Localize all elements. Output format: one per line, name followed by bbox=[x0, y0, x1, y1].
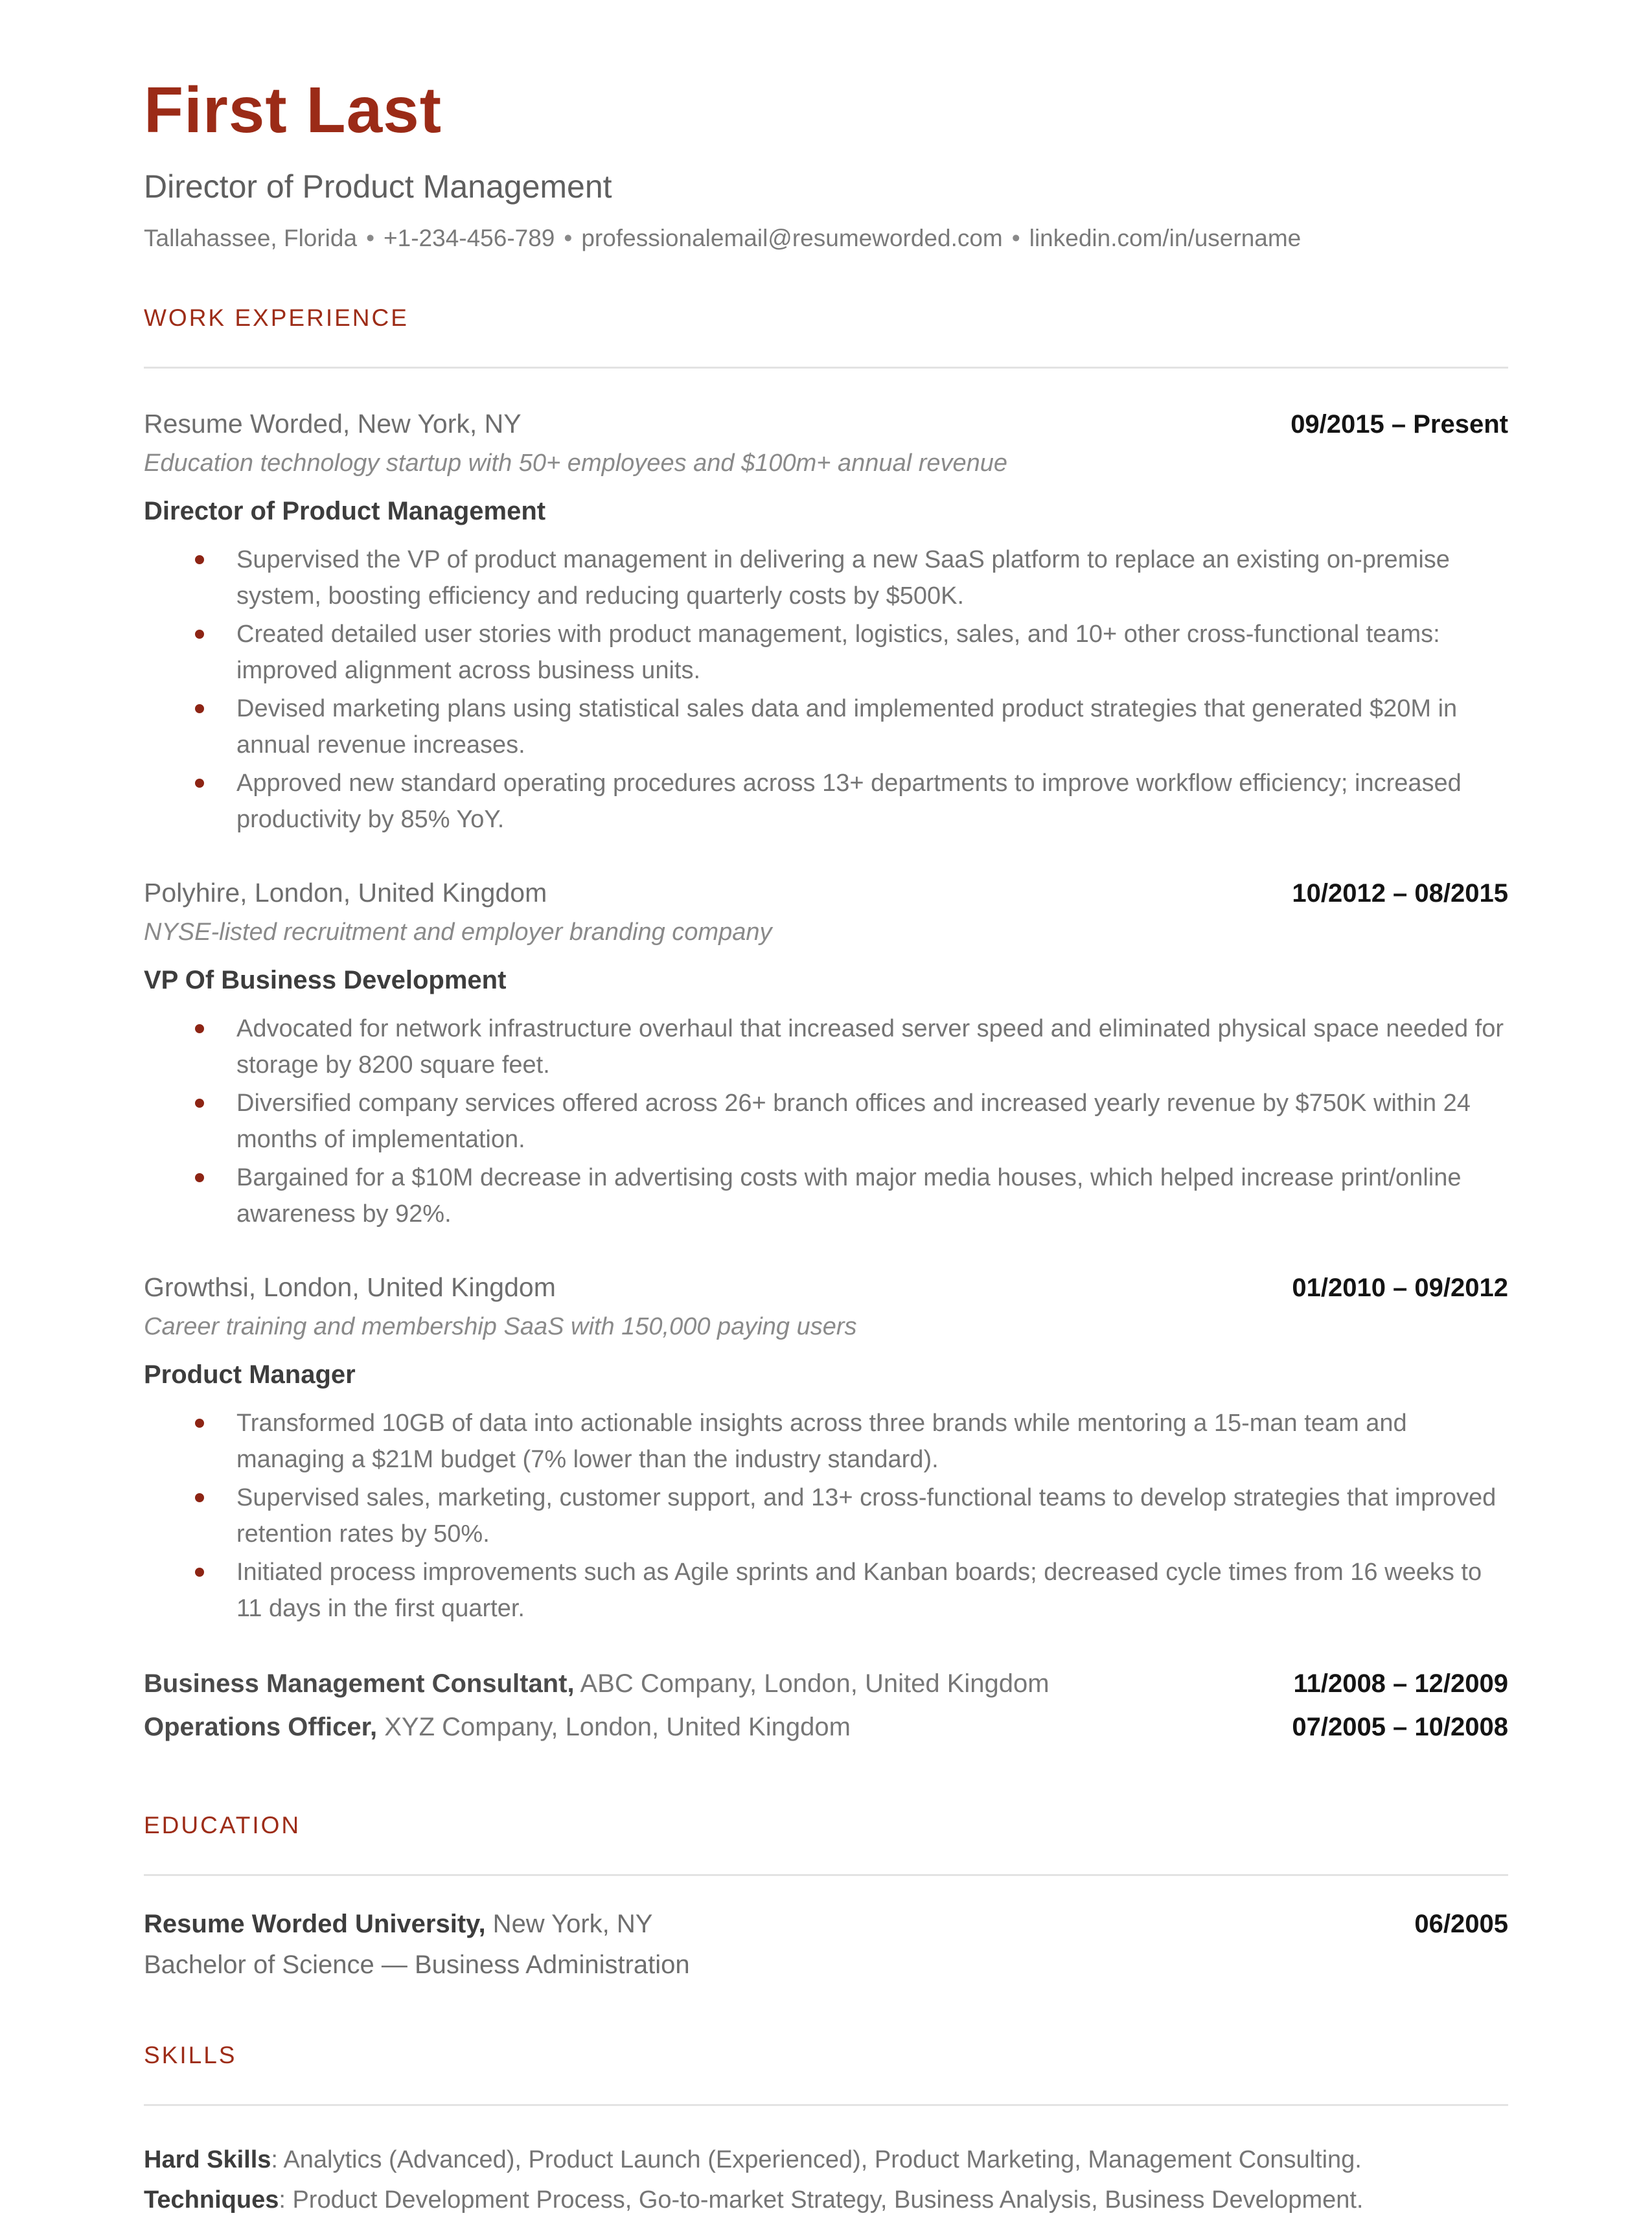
job-description: Career training and membership SaaS with 150,000 paying users bbox=[144, 1313, 857, 1341]
section-divider bbox=[144, 367, 1508, 369]
contact-location: Tallahassee, Florida bbox=[144, 225, 358, 251]
contact-email: professionalemail@resumeworded.com bbox=[581, 225, 1003, 251]
job-bullet: Devised marketing plans using statistical sales data and implemented product strategies that generated $20M in annual revenue increases. bbox=[236, 691, 1508, 763]
role-title: Operations Officer, bbox=[144, 1713, 378, 1742]
role-row-consultant bbox=[144, 1669, 1508, 1699]
section-divider bbox=[144, 1874, 1508, 1876]
school-name bbox=[144, 1910, 652, 1939]
skills-heading: SKILLS bbox=[144, 2042, 237, 2069]
role-company: ABC Company, London, United Kingdom bbox=[574, 1669, 1050, 1699]
school-location: New York, NY bbox=[485, 1910, 653, 1939]
role-dates: 11/2008 – 12/2009 bbox=[1293, 1669, 1508, 1699]
section-education bbox=[144, 1812, 1508, 1980]
job-bullet: Approved new standard operating procedures across 13+ departments to improve workflow efficiency; increased productivity by 85% YoY. bbox=[236, 765, 1508, 838]
work-experience-heading: WORK EXPERIENCE bbox=[144, 304, 409, 332]
job-bullet: Advocated for network infrastructure overhaul that increased server speed and eliminated physical space needed for storage by 8200 square feet. bbox=[236, 1011, 1508, 1083]
job-description: NYSE-listed recruitment and employer branding company bbox=[144, 919, 772, 946]
role-title: Business Management Consultant, bbox=[144, 1669, 575, 1699]
job-bullet-list bbox=[144, 1011, 1508, 1232]
education-header bbox=[144, 1910, 1508, 1939]
skill-label: Techniques bbox=[144, 2186, 279, 2214]
job-dates: 10/2012 – 08/2015 bbox=[1292, 879, 1508, 908]
job-title: Director of Product Management bbox=[144, 497, 546, 526]
job-bullet-list bbox=[144, 542, 1508, 838]
section-skills bbox=[144, 2042, 1508, 2220]
role-title-company bbox=[144, 1669, 1050, 1699]
job-bullet: Transformed 10GB of data into actionable insights across three brands while mentoring a 15-man team and managing a $21M budget (7% lower than the industry standard). bbox=[236, 1405, 1508, 1478]
contact-linkedin: linkedin.com/in/username bbox=[1029, 225, 1302, 251]
role-row-operations-officer bbox=[144, 1713, 1508, 1742]
job-title: VP Of Business Development bbox=[144, 966, 507, 995]
job-company: Resume Worded, New York, NY bbox=[144, 409, 522, 439]
skills-list bbox=[144, 2140, 1508, 2220]
job-header bbox=[144, 409, 1508, 439]
section-work-experience bbox=[144, 304, 1508, 1742]
education-entry bbox=[144, 1910, 1508, 1980]
contact-separator: • bbox=[1011, 225, 1020, 251]
job-growthsi bbox=[144, 1272, 1508, 1627]
contact-separator: • bbox=[564, 225, 573, 251]
job-resume-worded bbox=[144, 409, 1508, 838]
skill-line-techniques bbox=[144, 2180, 1508, 2220]
section-divider bbox=[144, 2104, 1508, 2106]
job-bullet: Initiated process improvements such as Agile sprints and Kanban boards; decreased cycle times from 16 weeks to 11 days in the first quarter. bbox=[236, 1554, 1508, 1627]
job-bullet: Created detailed user stories with product management, logistics, sales, and 10+ other cross-functional teams: improved alignment across business units. bbox=[236, 616, 1508, 689]
job-polyhire bbox=[144, 878, 1508, 1232]
earlier-roles bbox=[144, 1669, 1508, 1742]
job-dates: 09/2015 – Present bbox=[1291, 410, 1508, 439]
job-bullet-list bbox=[144, 1405, 1508, 1627]
skill-line-hard-skills bbox=[144, 2140, 1508, 2180]
role-title-company bbox=[144, 1713, 851, 1742]
job-bullet: Supervised sales, marketing, customer support, and 13+ cross-functional teams to develop strategies that improved retention rates by 50%. bbox=[236, 1480, 1508, 1552]
job-company: Polyhire, London, United Kingdom bbox=[144, 878, 547, 908]
job-bullet: Diversified company services offered across 26+ branch offices and increased yearly revenue by $750K within 24 months of implementation. bbox=[236, 1085, 1508, 1158]
role-dates: 07/2005 – 10/2008 bbox=[1292, 1713, 1508, 1742]
role-company: XYZ Company, London, United Kingdom bbox=[377, 1713, 851, 1742]
education-heading: EDUCATION bbox=[144, 1812, 301, 1839]
job-bullet: Supervised the VP of product management in delivering a new SaaS platform to replace an existing on-premise system, boosting efficiency and reducing quarterly costs by $500K. bbox=[236, 542, 1508, 614]
job-company: Growthsi, London, United Kingdom bbox=[144, 1272, 556, 1303]
degree: Bachelor of Science — Business Administration bbox=[144, 1951, 690, 1980]
skill-label: Hard Skills bbox=[144, 2146, 271, 2174]
contact-separator: • bbox=[366, 225, 375, 251]
job-description: Education technology startup with 50+ employees and $100m+ annual revenue bbox=[144, 450, 1008, 477]
education-dates: 06/2005 bbox=[1414, 1910, 1508, 1939]
school-name-bold: Resume Worded University, bbox=[144, 1910, 486, 1939]
job-title: Product Manager bbox=[144, 1360, 356, 1390]
job-header bbox=[144, 1272, 1508, 1303]
job-dates: 01/2010 – 09/2012 bbox=[1292, 1274, 1508, 1303]
candidate-name: First Last bbox=[144, 74, 442, 146]
contact-phone: +1-234-456-789 bbox=[384, 225, 555, 251]
skill-values: : Analytics (Advanced), Product Launch (Experienced), Product Marketing, Management Consulting. bbox=[271, 2146, 1362, 2174]
job-header bbox=[144, 878, 1508, 908]
job-bullet: Bargained for a $10M decrease in advertising costs with major media houses, which helped increase print/online awareness by 92%. bbox=[236, 1160, 1508, 1232]
candidate-title: Director of Product Management bbox=[144, 168, 612, 205]
skill-values: : Product Development Process, Go-to-market Strategy, Business Analysis, Business Development. bbox=[279, 2186, 1364, 2214]
contact-line bbox=[144, 224, 1508, 253]
